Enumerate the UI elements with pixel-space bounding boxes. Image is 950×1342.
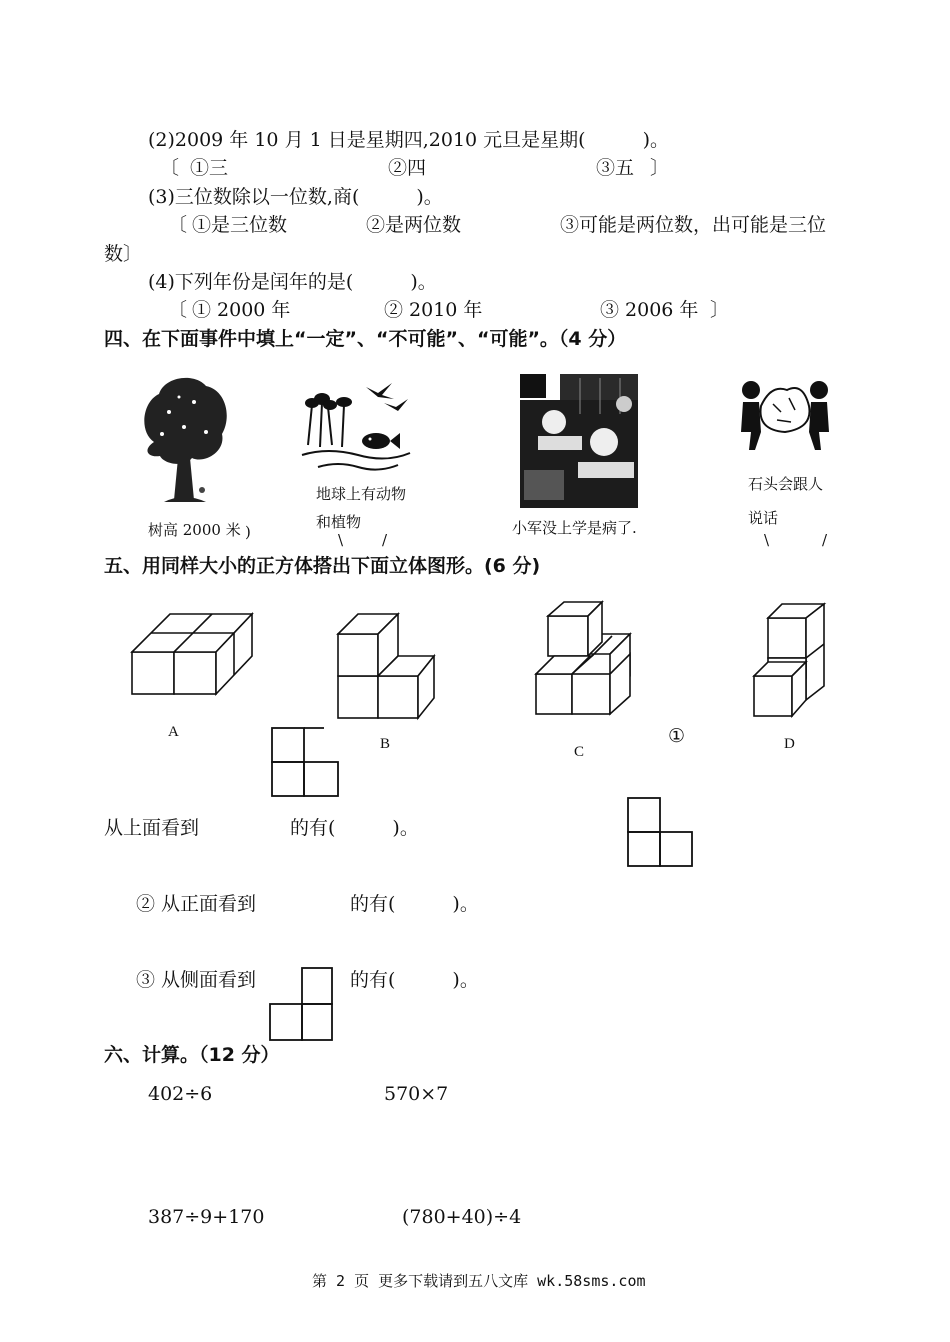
tree-caption: 树高 2000 米: [148, 521, 241, 539]
tree-illustration: [134, 372, 234, 512]
stone-blank-left: \: [764, 531, 770, 549]
figure-c-label: C: [574, 744, 585, 760]
view-q1-prefix: 从上面看到: [104, 817, 200, 839]
q4-options-open: 〔: [168, 299, 188, 321]
q4-option-1: ① 2000 年: [192, 299, 291, 321]
top-view-shape-icon: [270, 726, 342, 798]
figure-d-label: D: [784, 736, 795, 752]
page-footer: 第 2 页 更多下载请到五八文库 wk.58sms.com: [312, 1272, 646, 1290]
q3-option-1: ①是三位数: [192, 214, 288, 236]
question-marker-1: ①: [668, 725, 686, 747]
section5-heading: 五、用同样大小的正方体搭出下面立体图形。(6 分): [104, 555, 541, 577]
stone-caption-line2: 说话: [748, 509, 779, 527]
stone-blank-right: /: [822, 531, 828, 549]
earth-caption-line1: 地球上有动物: [316, 485, 407, 503]
q2-text: (2)2009 年 10 月 1 日是星期四,2010 元旦是星期( )。: [148, 129, 669, 151]
q2-options-open: 〔: [160, 157, 180, 179]
calc-expression-4: (780+40)÷4: [402, 1206, 522, 1228]
earth-blank-right: /: [382, 531, 388, 549]
q4-text: (4)下列年份是闰年的是( )。: [148, 271, 437, 293]
cube-figure-c: [534, 598, 646, 718]
calc-expression-3: 387÷9+170: [148, 1206, 265, 1228]
tree-answer-paren: ): [245, 523, 251, 541]
cube-figure-d: [752, 600, 828, 720]
earth-blank-left: \: [338, 531, 344, 549]
side-view-shape-icon: [268, 966, 336, 1044]
classroom-caption: 小军没上学是病了.: [512, 519, 637, 537]
view-q3-suffix: 的有( )。: [350, 969, 479, 991]
q3-options-open: 〔: [168, 214, 188, 236]
q3-option-3-wrap: 数〕: [104, 243, 143, 265]
view-q2-prefix: ② 从正面看到: [136, 893, 257, 915]
earth-animals-plants-illustration: [298, 375, 418, 475]
section6-heading: 六、计算。（12 分）: [104, 1044, 280, 1066]
view-q1-suffix: 的有( )。: [290, 817, 419, 839]
q2-options-close: 〕: [650, 157, 670, 179]
section4-heading: 四、在下面事件中填上“一定”、“不可能”、“可能”。（4 分）: [104, 328, 627, 350]
figure-a-label: A: [168, 724, 179, 740]
q2-option-2: ②四: [388, 157, 427, 179]
classroom-illustration: [520, 374, 638, 508]
stone-talking-illustration: [737, 376, 833, 452]
q2-option-3: ③五: [596, 157, 635, 179]
cube-figure-b: [336, 604, 436, 720]
calc-expression-2: 570×7: [384, 1083, 449, 1105]
earth-caption-line2: 和植物: [316, 513, 362, 531]
stone-caption-line1: 石头会跟人: [748, 475, 824, 493]
view-q2-suffix: 的有( )。: [350, 893, 479, 915]
q2-option-1: ①三: [190, 157, 229, 179]
q3-text: (3)三位数除以一位数,商( )。: [148, 186, 443, 208]
q4-option-3: ③ 2006 年: [600, 299, 699, 321]
calc-expression-1: 402÷6: [148, 1083, 213, 1105]
front-view-shape-icon: [626, 796, 694, 870]
q4-option-2: ② 2010 年: [384, 299, 483, 321]
q3-option-3: ③可能是两位数，出可能是三位: [560, 214, 827, 236]
figure-b-label: B: [380, 736, 391, 752]
cube-figure-a: [130, 584, 254, 696]
q4-options-close: 〕: [710, 299, 730, 321]
view-q3-prefix: ③ 从侧面看到: [136, 969, 257, 991]
q3-option-2: ②是两位数: [366, 214, 462, 236]
